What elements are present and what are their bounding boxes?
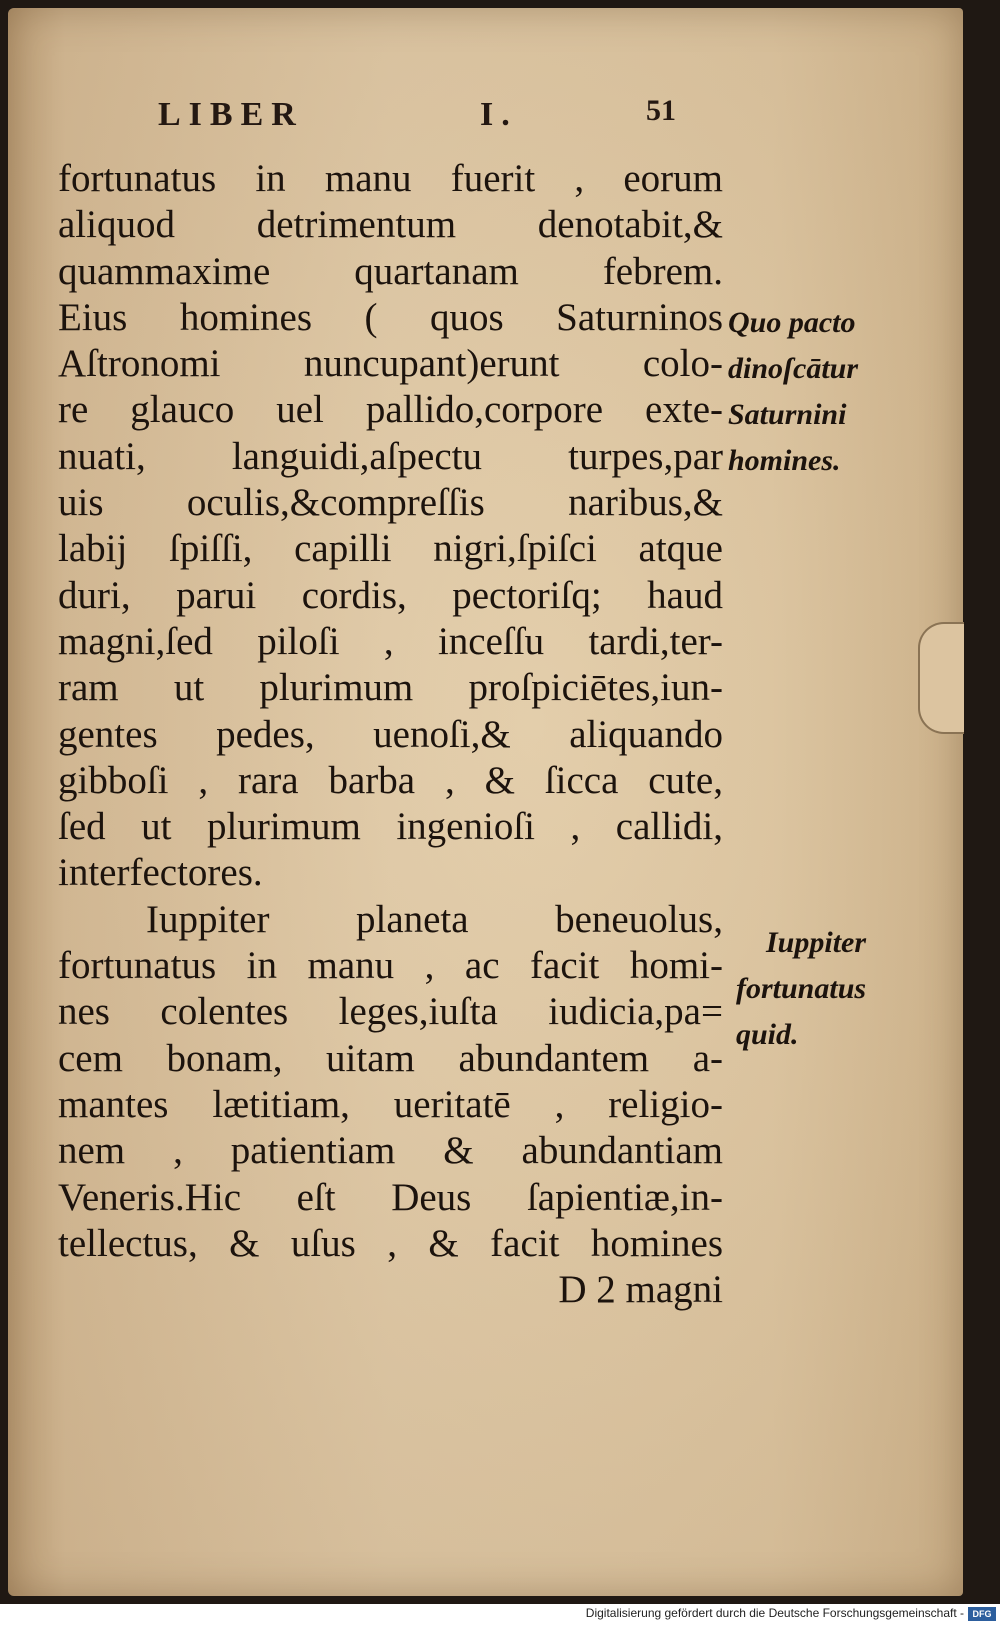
text-line: Aſtronomi nuncupant)erunt colo- (58, 342, 723, 386)
text-line: nuati, languidi,aſpectu turpes,par (58, 434, 723, 478)
margin-note-saturnine (728, 300, 898, 484)
folio-number: 51 (646, 94, 676, 127)
text-line: magni,ſed piloſi , inceſſu tardi,ter- (58, 619, 723, 663)
margin-note-line: Quo pacto (728, 306, 856, 339)
margin-note-jupiter (736, 920, 896, 1058)
margin-note-line: Iuppiter (766, 926, 867, 959)
running-head-title: LIBER (158, 96, 304, 133)
text-line: nem , patientiam & abundantiam (58, 1129, 723, 1173)
text-line: re glauco uel pallido,corpore exte- (58, 388, 723, 432)
running-head-book: I. (480, 96, 518, 133)
margin-note-line: dinoſcātur (728, 352, 859, 385)
text-line: labij ſpiſſi, capilli nigri,ſpiſci atque (58, 527, 723, 571)
margin-note-line: Saturnini (728, 398, 847, 431)
text-line: quammaxime quartanam febrem. (58, 249, 723, 293)
text-line: fortunatus in manu , ac facit homi- (58, 944, 723, 988)
running-head (158, 96, 698, 142)
text-line: duri, parui cordis, pectoriſq; haud (58, 573, 723, 617)
digitization-footer (0, 1604, 1000, 1625)
text-line: aliquod detrimentum denotabit,& (58, 203, 723, 247)
text-line: gibboſi , rara barba , & ſicca cute, (58, 758, 723, 802)
body-text (58, 156, 723, 1313)
margin-note-line: quid. (736, 1018, 799, 1051)
text-line: interfectores. (58, 851, 263, 895)
signature-catchword: D 2 magni (558, 1268, 723, 1312)
book-page (8, 8, 963, 1596)
text-line: mantes lætitiam, ueritatē , religio- (58, 1082, 723, 1126)
text-line: fortunatus in manu fuerit , eorum (58, 157, 723, 200)
text-line: Eius homines ( quos Saturninos (58, 295, 723, 339)
page-tab-marker (918, 622, 964, 734)
text-line: Iuppiter planeta beneuolus, (146, 897, 723, 941)
text-line: Veneris.Hic eſt Deus ſapientiæ,in- (58, 1175, 723, 1219)
dfg-logo: DFG (968, 1607, 996, 1621)
margin-note-line: fortunatus (736, 972, 867, 1005)
text-line: nes colentes leges,iuſta iudicia,pa= (58, 990, 723, 1034)
text-line: uis oculis,&compreſſis naribus,& (58, 481, 723, 525)
text-line: cem bonam, uitam abundantem a- (58, 1036, 723, 1080)
text-line: gentes pedes, uenoſi,& aliquando (58, 712, 723, 756)
margin-note-line: homines. (728, 444, 841, 477)
text-line: ſed ut plurimum ingenioſi , callidi, (58, 805, 723, 849)
footer-credit: Digitalisierung gefördert durch die Deutsche Forschungsgemeinschaft - (585, 1606, 964, 1620)
text-line: ram ut plurimum proſpiciētes,iun- (58, 666, 723, 710)
text-line: tellectus, & uſus , & facit homines (58, 1221, 723, 1265)
